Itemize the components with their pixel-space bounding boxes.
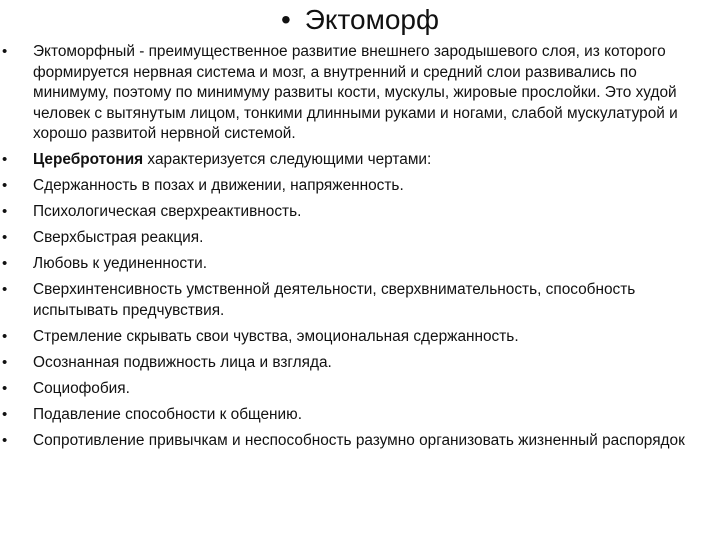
item-text: характеризуется следующими чертами: [143, 151, 432, 168]
slide-title-text: Эктоморф [304, 4, 439, 35]
item-text: Сверхинтенсивность умственной деятельности, сверхвнимательность, способность испытывать предчувствия. [33, 281, 636, 319]
slide-title [0, 2, 720, 38]
bullet-icon: • [280, 4, 291, 35]
item-text: Любовь к уединенности. [33, 255, 208, 272]
bullet-icon: • [2, 151, 8, 168]
item-text: Социофобия. [33, 379, 130, 397]
bullet-icon: • [2, 379, 8, 397]
item-text: Психологическая сверхреактивность. [33, 203, 302, 220]
item-text: Стремление скрывать свои чувства, эмоциональная сдержанность. [33, 327, 519, 345]
item-text: Осознанная подвижность лица и взгляда. [33, 353, 332, 371]
bullet-icon: • [2, 431, 8, 449]
bullet-icon: • [2, 281, 8, 298]
list-item [0, 202, 716, 223]
bullet-icon: • [2, 353, 8, 371]
bullet-icon: • [2, 177, 8, 194]
list-item [0, 405, 716, 426]
item-text: Подавление способности к общению. [33, 405, 302, 423]
bullet-icon: • [2, 229, 8, 246]
list-item [0, 150, 716, 171]
item-text: Сверхбыстрая реакция. [33, 229, 204, 246]
bullet-list [0, 42, 716, 457]
list-item [0, 280, 716, 321]
bullet-icon: • [2, 327, 8, 345]
list-item [0, 228, 716, 249]
item-text: Эктоморфный - преимущественное развитие внешнего зародышевого слоя, из которого формируется нервная система и мозг, а внутренний и средний слои развивались по минимуму, поэтому по минимуму развиты кости, мускулы, жировые прослойки. Это худой человек с вытянутым лицом, тонкими длинными руками и ногами, слабой мускулатурой и хорошо развитой нервной системой. [33, 43, 678, 142]
list-item [0, 431, 716, 452]
bullet-icon: • [2, 203, 8, 220]
bullet-icon: • [2, 255, 8, 272]
list-item [0, 42, 716, 145]
list-item [0, 379, 716, 400]
list-item [0, 254, 716, 275]
list-item [0, 327, 716, 348]
item-bold: Церебротония [33, 151, 144, 168]
list-item [0, 353, 716, 374]
bullet-icon: • [2, 405, 8, 423]
item-text: Сдержанность в позах и движении, напряженность. [33, 177, 404, 194]
list-item [0, 176, 716, 197]
item-text: Сопротивление привычкам и неспособность разумно организовать жизненный распорядок [33, 431, 685, 449]
bullet-icon: • [2, 43, 8, 60]
